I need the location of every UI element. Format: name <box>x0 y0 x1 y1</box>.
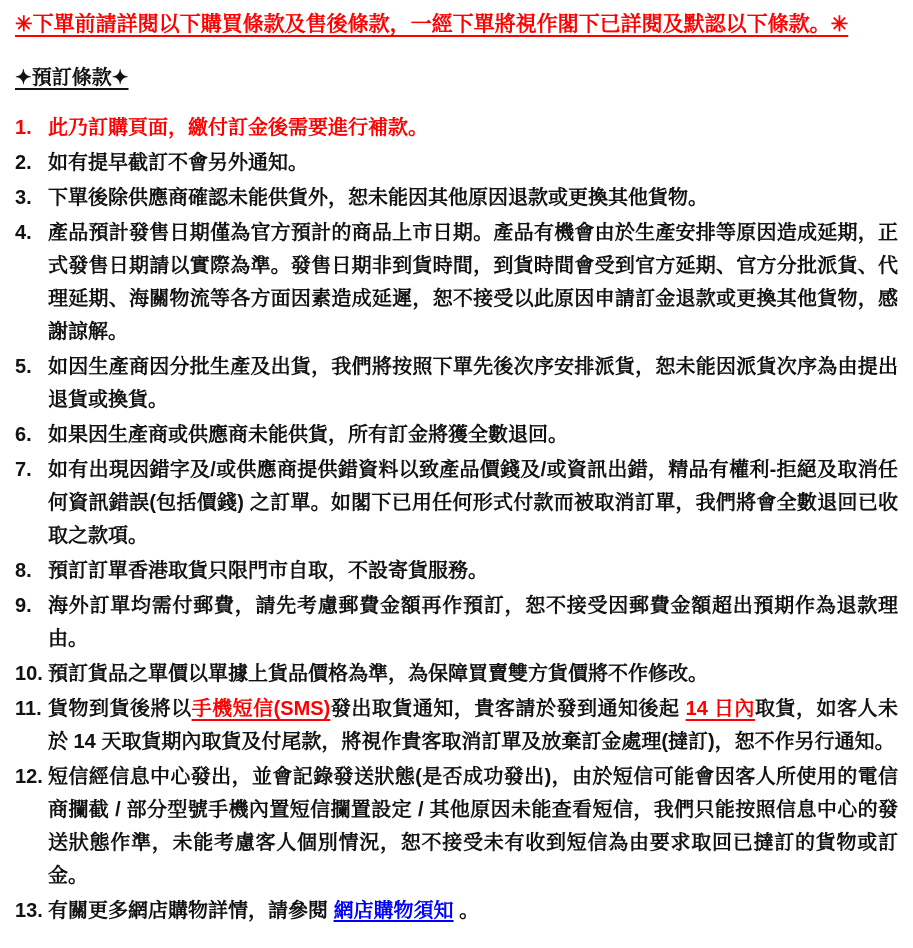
section-title-preorder-terms: ✦預訂條款✦ <box>15 67 129 89</box>
term-number: 3. <box>15 187 32 209</box>
term-text: 預訂貨品之單價以單據上貨品價格為準，為保障買賣雙方貨價將不作修改。 <box>48 663 708 685</box>
term-text: 如果因生產商或供應商未能供貨，所有訂金將獲全數退回。 <box>48 424 568 446</box>
term-text: 下單後除供應商確認未能供貨外，恕未能因其他原因退款或更換其他貨物。 <box>48 187 708 209</box>
term-text: 取貨，如客人未於 14 天取貨期內取貨及付尾款，將視作貴客取消訂單及放棄訂金處理(撻訂)，恕不作另行通知。 <box>48 698 899 753</box>
pickup-deadline-highlight: 14 日內 <box>685 698 755 720</box>
term-text: 預訂訂單香港取貨只限門市自取，不設寄貨服務。 <box>48 560 488 582</box>
term-text: 如因生產商因分批生產及出貨，我們將按照下單先後次序安排派貨，恕未能因派貨次序為由提出退貨或換貨。 <box>48 356 898 411</box>
term-text: 發出取貨通知，貴客請於發到通知後起 <box>330 698 686 720</box>
term-item-10 <box>15 658 898 691</box>
shop-guide-link[interactable]: 網店購物須知 <box>333 900 454 922</box>
term-number: 12. <box>15 766 43 788</box>
sms-notice-highlight: 手機短信(SMS) <box>191 698 331 720</box>
term-number: 1. <box>15 117 32 139</box>
term-number: 4. <box>15 222 32 244</box>
term-number: 6. <box>15 424 32 446</box>
term-number: 7. <box>15 459 32 481</box>
term-item-2 <box>15 147 898 180</box>
term-item-3 <box>15 182 898 215</box>
term-text: 有關更多網店購物詳情，請參閱 <box>48 900 334 922</box>
term-item-7 <box>15 454 898 553</box>
term-text: 短信經信息中心發出，並會記錄發送狀態(是否成功發出)，由於短信可能會因客人所使用的電信商攔截 / 部分型號手機內置短信攔置設定 / 其他原因未能查看短信，我們只能按照信息中心的發送狀態作準，未能考慮客人個別情況，恕不接受未有收到短信為由要求取回已撻訂的貨物或訂金。 <box>48 766 898 887</box>
term-item-9 <box>15 590 898 656</box>
term-text: 海外訂單均需付郵費，請先考慮郵費金額再作預訂，恕不接受因郵費金額超出預期作為退款理由。 <box>48 595 898 650</box>
term-text: 。 <box>453 900 480 922</box>
term-item-4 <box>15 217 898 349</box>
term-number: 2. <box>15 152 32 174</box>
term-text: 產品預計發售日期僅為官方預計的商品上市日期。產品有機會由於生產安排等原因造成延期，正式發售日期請以實際為準。發售日期非到貨時間，到貨時間會受到官方延期、官方分批派貨、代理延期、海關物流等各方面因素造成延遲，恕不接受以此原因申請訂金退款或更換其他貨物，感謝諒解。 <box>48 222 898 343</box>
term-number: 8. <box>15 560 32 582</box>
term-number: 13. <box>15 900 43 922</box>
term-number: 11. <box>15 698 42 720</box>
term-number: 9. <box>15 595 32 617</box>
term-item-5 <box>15 351 898 417</box>
term-item-13 <box>15 895 898 928</box>
term-item-6 <box>15 419 898 452</box>
term-item-11 <box>15 693 898 759</box>
term-item-1 <box>15 112 898 145</box>
term-text: 此乃訂購頁面，繳付訂金後需要進行補款。 <box>48 117 428 139</box>
term-number: 5. <box>15 356 32 378</box>
term-text: 貨物到貨後將以 <box>48 698 192 720</box>
term-number: 10. <box>15 663 43 685</box>
term-text: 如有出現因錯字及/或供應商提供錯資料以致產品價錢及/或資訊出錯，精品有權利-拒絕及取消任何資訊錯誤(包括價錢) 之訂單。如閣下已用任何形式付款而被取消訂單，我們將會全數退回已收取之款項。 <box>48 459 898 547</box>
term-item-12 <box>15 761 898 893</box>
term-item-8 <box>15 555 898 588</box>
pre-order-warning-title: ✳下單前請詳閱以下購買條款及售後條款，一經下單將視作閣下已詳閱及默認以下條款。✳ <box>15 13 849 36</box>
term-text: 如有提早截訂不會另外通知。 <box>48 152 308 174</box>
terms-list <box>15 112 898 928</box>
